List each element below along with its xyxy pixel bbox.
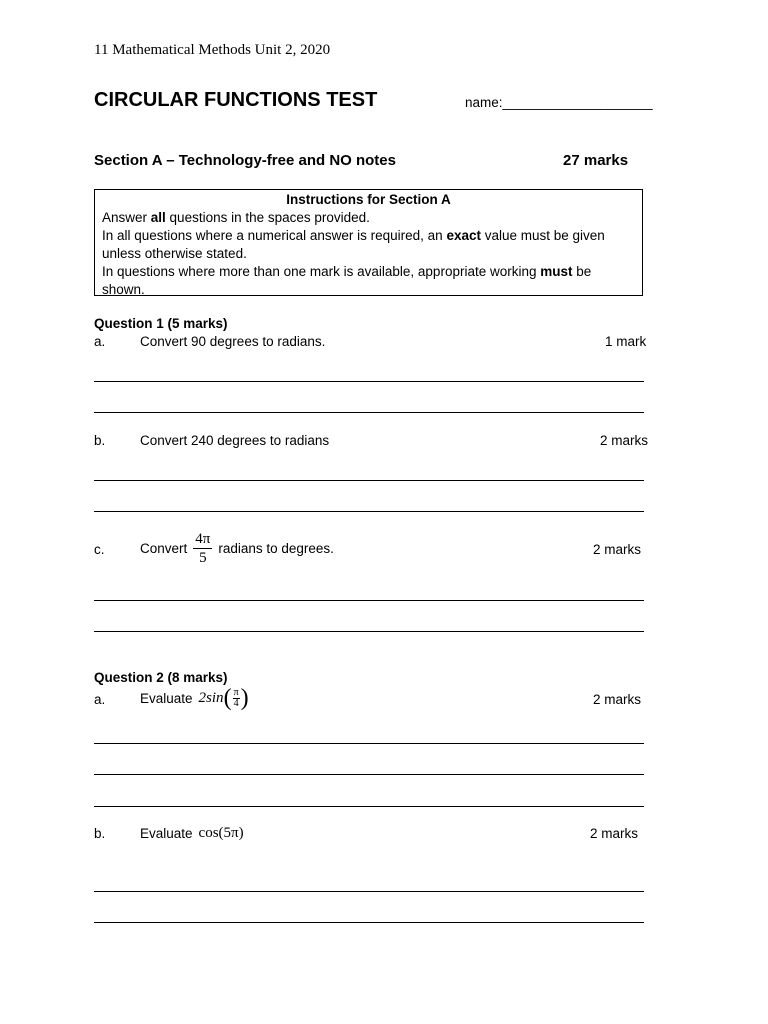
instruction-bold: exact	[446, 228, 481, 243]
q2b-marks: 2 marks	[590, 826, 639, 841]
answer-line[interactable]	[94, 774, 644, 775]
instruction-text: In questions where more than one mark is available, appropriate working	[102, 264, 541, 279]
answer-line[interactable]	[94, 743, 644, 744]
instruction-text: In all questions where a numerical answer is required, an	[102, 228, 447, 243]
q1c-text	[140, 530, 334, 567]
question-2-heading: Question 2 (8 marks)	[94, 670, 228, 685]
math-cos-5pi: cos(5π)	[198, 825, 244, 841]
q2b-label: b.	[94, 826, 106, 841]
instruction-bold: all	[150, 210, 166, 225]
fraction-numerator: 4π	[195, 531, 211, 547]
answer-line[interactable]	[94, 381, 644, 382]
close-paren: )	[240, 685, 249, 711]
course-line: 11 Mathematical Methods Unit 2, 2020	[94, 42, 331, 58]
expression-2sin-pi-over-4	[199, 686, 249, 710]
instructions-heading: Instructions for Section A	[286, 192, 451, 207]
math-2sin: 2sin	[198, 689, 224, 706]
answer-line[interactable]	[94, 891, 644, 892]
instruction-line-3: unless otherwise stated.	[102, 246, 247, 261]
answer-line[interactable]	[94, 922, 644, 923]
q2a-label: a.	[94, 692, 106, 707]
q1b-text: Convert 240 degrees to radians	[140, 433, 330, 448]
instructions-box	[94, 189, 643, 296]
section-marks: 27 marks	[563, 152, 629, 169]
instruction-line-5: shown.	[102, 282, 145, 297]
section-title: Section A – Technology-free and NO notes	[94, 152, 396, 169]
instruction-text: Answer	[102, 210, 151, 225]
instruction-text: be	[572, 264, 592, 279]
answer-line[interactable]	[94, 806, 644, 807]
name-field-label: name:____________________	[465, 95, 653, 110]
q2b-text	[140, 825, 244, 842]
fraction-pi-over-4	[233, 688, 240, 709]
instruction-bold: must	[540, 264, 573, 279]
fraction-numerator: π	[233, 686, 239, 698]
q2b-text-pre: Evaluate	[140, 826, 193, 841]
q1c-text-pre: Convert	[140, 541, 188, 556]
q1b-marks: 2 marks	[600, 433, 649, 448]
instruction-line-1	[102, 209, 642, 227]
instruction-line-2	[102, 227, 642, 245]
instruction-line-4	[102, 263, 642, 281]
test-title: CIRCULAR FUNCTIONS TEST	[94, 89, 378, 111]
q2a-text	[140, 686, 249, 710]
instruction-text: questions in the spaces provided.	[165, 210, 370, 225]
open-paren: (	[223, 685, 232, 711]
fraction-denominator: 5	[199, 550, 207, 566]
answer-line[interactable]	[94, 412, 644, 413]
q1a-label: a.	[94, 334, 106, 349]
fraction-4pi-over-5	[193, 530, 212, 567]
answer-line[interactable]	[94, 631, 644, 632]
q1b-label: b.	[94, 433, 106, 448]
q1c-marks: 2 marks	[593, 542, 642, 557]
q1c-text-post: radians to degrees.	[218, 541, 334, 556]
instruction-text: value must be given	[480, 228, 605, 243]
answer-line[interactable]	[94, 511, 644, 512]
fraction-denominator: 4	[233, 697, 239, 709]
q2a-text-pre: Evaluate	[140, 690, 193, 706]
answer-line[interactable]	[94, 600, 644, 601]
q1a-text: Convert 90 degrees to radians.	[140, 334, 326, 349]
q2a-marks: 2 marks	[593, 692, 642, 707]
question-1-heading: Question 1 (5 marks)	[94, 316, 228, 331]
q1a-marks: 1 mark	[605, 334, 647, 349]
q1c-label: c.	[94, 542, 105, 557]
answer-line[interactable]	[94, 480, 644, 481]
